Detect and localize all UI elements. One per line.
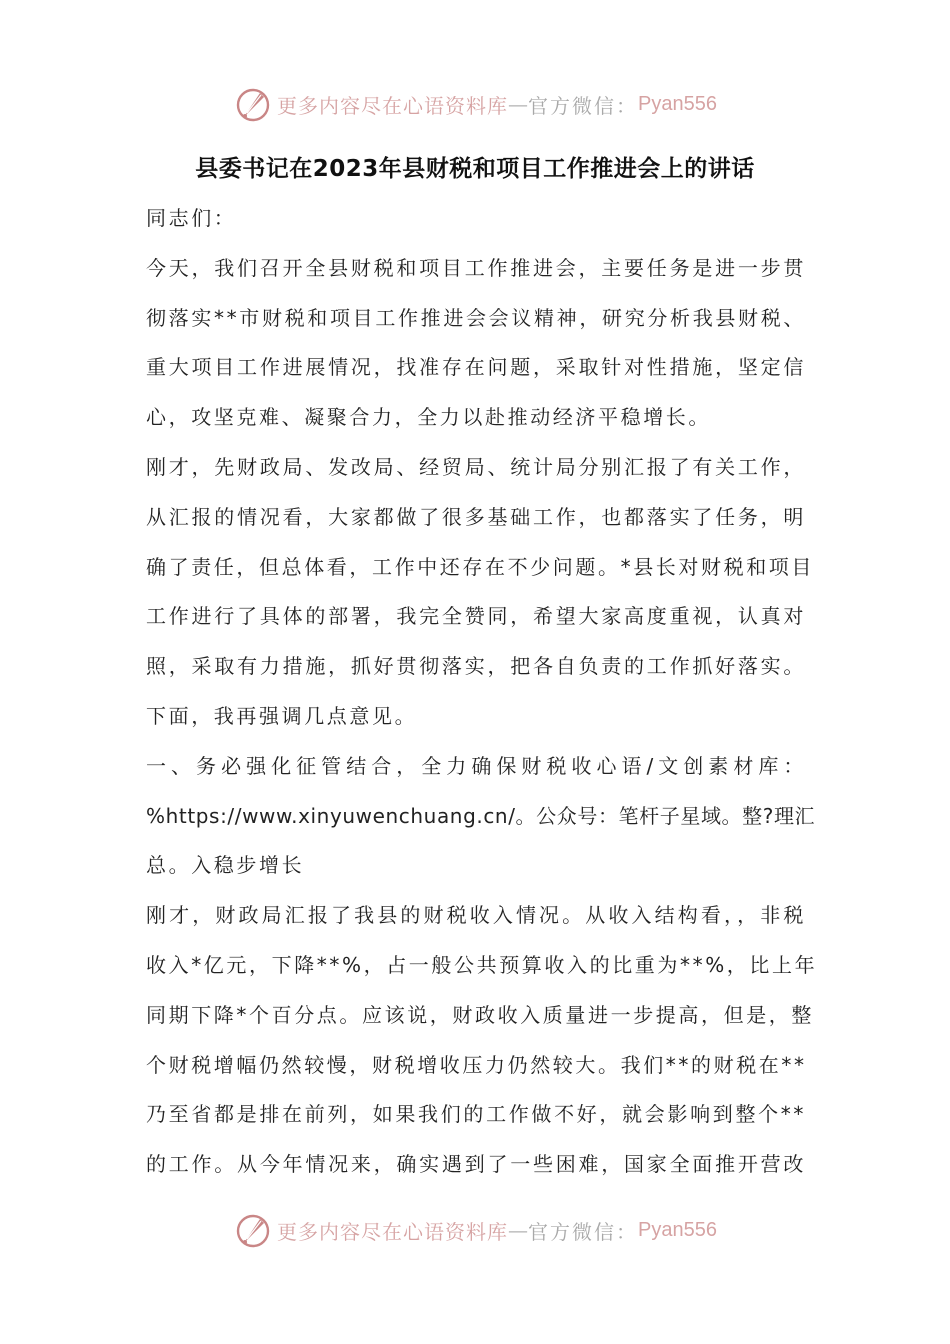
body-line: 同志们： <box>146 206 237 230</box>
body-line: 从汇报的情况看，大家都做了很多基础工作，也都落实了任务，明 <box>146 504 806 529</box>
body-line: 个财税增幅仍然较慢，财税增收压力仍然较大。我们**的财税在** <box>146 1052 807 1077</box>
body-line: 同期下降*个百分点。应该说，财政收入质量进一步提高，但是，整 <box>146 1002 814 1027</box>
body-line: 刚才，先财政局、发改局、经贸局、统计局分别汇报了有关工作， <box>146 454 806 479</box>
body-line: 重大项目工作进展情况，找准存在问题，采取针对性措施，坚定信 <box>146 355 806 380</box>
body-line: 的工作。从今年情况来，确实遇到了一些困难，国家全面推开营改 <box>146 1152 806 1177</box>
quill-logo-icon <box>233 1210 273 1250</box>
banner-separator: — <box>508 92 529 116</box>
document-body <box>146 194 818 1190</box>
document-title: 县委书记在2023年县财税和项目工作推进会上的讲话 <box>195 156 755 182</box>
body-line: %https://www.xinyuwenchuang.cn/。公众号：笔杆子星域。整?理汇 <box>146 803 816 828</box>
banner-wechat-id: Pyan556 <box>638 1218 717 1241</box>
body-line: 一、务必强化征管结合，全力确保财税收心语/文创素材库： <box>146 753 806 778</box>
body-line: 确了责任，但总体看，工作中还存在不少问题。*县长对财税和项目 <box>146 554 814 579</box>
body-line: 总。入稳步增长 <box>146 853 305 878</box>
body-line: 照，采取有力措施，抓好贯彻落实，把各自负责的工作抓好落实。 <box>146 654 806 679</box>
body-line: 下面，我再强调几点意见。 <box>146 703 418 728</box>
body-line: 彻落实**市财税和项目工作推进会会议精神，研究分析我县财税、 <box>146 305 806 330</box>
body-line: 乃至省都是排在前列，如果我们的工作做不好，就会影响到整个** <box>146 1102 806 1127</box>
banner-brand-text: 更多内容尽在心语资料库 <box>277 1219 509 1244</box>
body-line: 今天，我们召开全县财税和项目工作推进会，主要任务是进一步贯 <box>146 255 806 280</box>
body-line: 刚才，财政局汇报了我县的财税收入情况。从收入结构看，，非税 <box>146 903 806 928</box>
banner-brand-text: 更多内容尽在心语资料库 <box>277 93 509 118</box>
body-line: 收入*亿元，下降**%，占一般公共预算收入的比重为**%，比上年 <box>146 952 818 977</box>
body-line: 心，攻坚克难、凝聚合力，全力以赴推动经济平稳增长。 <box>146 405 711 430</box>
body-line: 工作进行了具体的部署，我完全赞同，希望大家高度重视，认真对 <box>146 604 806 629</box>
quill-logo-icon <box>233 84 273 124</box>
header-watermark-banner <box>0 80 950 128</box>
banner-wechat-label: 官方微信： <box>528 1219 639 1244</box>
banner-separator: — <box>508 1218 529 1242</box>
banner-wechat-id: Pyan556 <box>638 92 717 115</box>
banner-wechat-label: 官方微信： <box>528 93 639 118</box>
footer-watermark-banner <box>0 1206 950 1254</box>
